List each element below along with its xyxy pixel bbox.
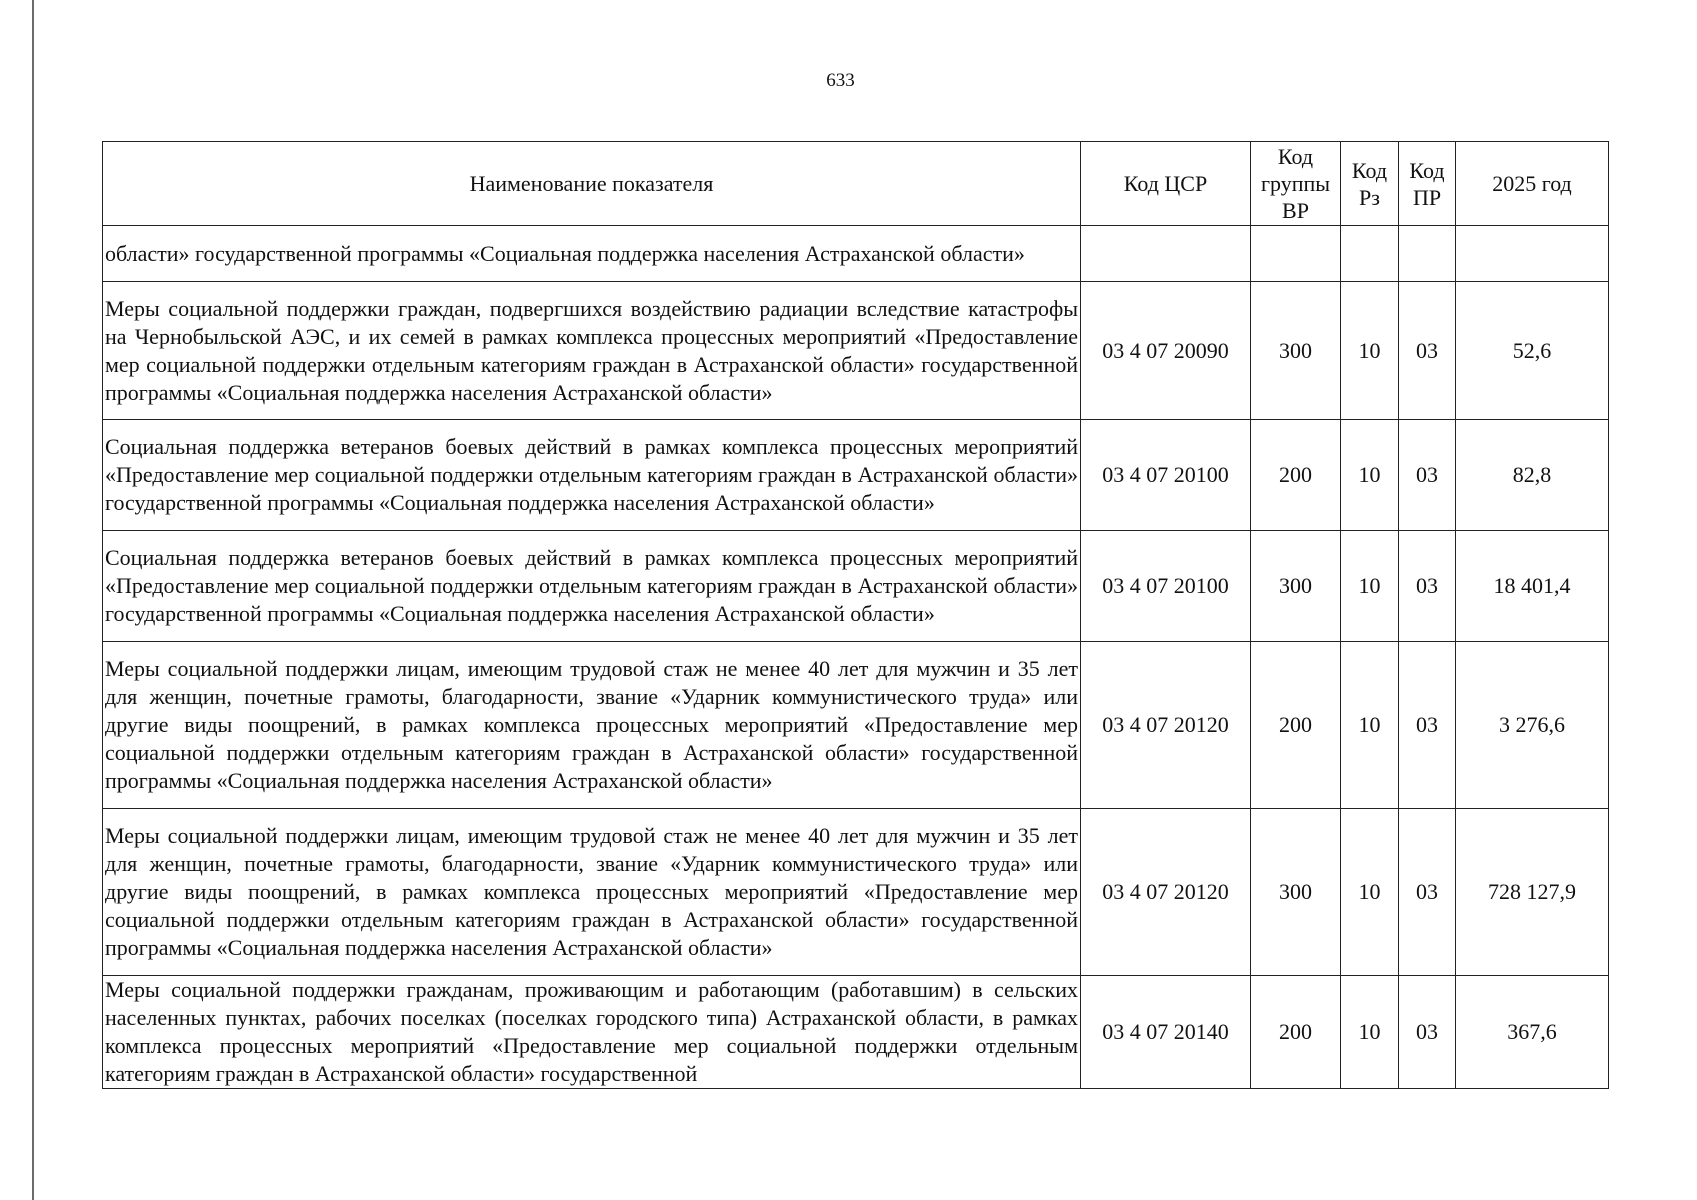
cell-rz: 10 bbox=[1341, 282, 1399, 420]
table-row bbox=[103, 809, 1609, 976]
cell-name: области» государственной программы «Социальная поддержка населения Астраханской области» bbox=[103, 226, 1081, 282]
table-row bbox=[103, 420, 1609, 531]
cell-name: Социальная поддержка ветеранов боевых действий в рамках комплекса процессных мероприятий «Предоставление мер социальной поддержки отдельным категориям граждан в Астраханской области» государственной программы «Социальная поддержка населения Астраханской области» bbox=[103, 531, 1081, 642]
cell-amount: 52,6 bbox=[1456, 282, 1609, 420]
cell-name: Меры социальной поддержки гражданам, проживающим и работающим (работавшим) в сельских населенных пунктах, рабочих поселках (поселках городского типа) Астраханской области, в рамках комплекса процессных мероприятий «Предоставление мер социальной поддержки отдельным категориям граждан в Астраханской области» государственной bbox=[103, 976, 1081, 1089]
cell-name: Меры социальной поддержки лицам, имеющим трудовой стаж не менее 40 лет для мужчин и 35 лет для женщин, почетные грамоты, благодарности, звание «Ударник коммунистического труда» или другие виды поощрений, в рамках комплекса процессных мероприятий «Предоставление мер социальной поддержки отдельным категориям граждан в Астраханской области» государственной программы «Социальная поддержка населения Астраханской области» bbox=[103, 642, 1081, 809]
cell-csr: 03 4 07 20140 bbox=[1081, 976, 1251, 1089]
table-row bbox=[103, 226, 1609, 282]
cell-amount: 82,8 bbox=[1456, 420, 1609, 531]
cell-pr: 03 bbox=[1399, 282, 1456, 420]
cell-vr: 200 bbox=[1251, 642, 1341, 809]
cell-pr: 03 bbox=[1399, 420, 1456, 531]
cell-csr: 03 4 07 20100 bbox=[1081, 531, 1251, 642]
cell-vr: 300 bbox=[1251, 282, 1341, 420]
cell-vr: 200 bbox=[1251, 420, 1341, 531]
cell-csr: 03 4 07 20100 bbox=[1081, 420, 1251, 531]
table-row bbox=[103, 642, 1609, 809]
cell-rz: 10 bbox=[1341, 531, 1399, 642]
header-rz: Код Рз bbox=[1341, 142, 1399, 226]
table-row bbox=[103, 976, 1609, 1089]
cell-vr: 300 bbox=[1251, 531, 1341, 642]
cell-rz: 10 bbox=[1341, 420, 1399, 531]
cell-vr: 200 bbox=[1251, 976, 1341, 1089]
cell-rz: 10 bbox=[1341, 976, 1399, 1089]
cell-rz: 10 bbox=[1341, 809, 1399, 976]
cell-pr bbox=[1399, 226, 1456, 282]
cell-csr: 03 4 07 20120 bbox=[1081, 642, 1251, 809]
table-header-row bbox=[103, 142, 1609, 226]
cell-csr: 03 4 07 20120 bbox=[1081, 809, 1251, 976]
cell-vr bbox=[1251, 226, 1341, 282]
table-row bbox=[103, 282, 1609, 420]
cell-name: Социальная поддержка ветеранов боевых действий в рамках комплекса процессных мероприятий «Предоставление мер социальной поддержки отдельным категориям граждан в Астраханской области» государственной программы «Социальная поддержка населения Астраханской области» bbox=[103, 420, 1081, 531]
cell-pr: 03 bbox=[1399, 976, 1456, 1089]
cell-pr: 03 bbox=[1399, 642, 1456, 809]
header-pr: Код ПР bbox=[1399, 142, 1456, 226]
cell-csr: 03 4 07 20090 bbox=[1081, 282, 1251, 420]
cell-pr: 03 bbox=[1399, 531, 1456, 642]
header-year: 2025 год bbox=[1456, 142, 1609, 226]
page-number: 633 bbox=[826, 70, 855, 91]
cell-amount: 3 276,6 bbox=[1456, 642, 1609, 809]
cell-amount bbox=[1456, 226, 1609, 282]
cell-rz bbox=[1341, 226, 1399, 282]
cell-vr: 300 bbox=[1251, 809, 1341, 976]
cell-amount: 367,6 bbox=[1456, 976, 1609, 1089]
cell-csr bbox=[1081, 226, 1251, 282]
cell-amount: 18 401,4 bbox=[1456, 531, 1609, 642]
cell-amount: 728 127,9 bbox=[1456, 809, 1609, 976]
header-vr: Код группы ВР bbox=[1251, 142, 1341, 226]
cell-name: Меры социальной поддержки лицам, имеющим трудовой стаж не менее 40 лет для мужчин и 35 лет для женщин, почетные грамоты, благодарности, звание «Ударник коммунистического труда» или другие виды поощрений, в рамках комплекса процессных мероприятий «Предоставление мер социальной поддержки отдельным категориям граждан в Астраханской области» государственной программы «Социальная поддержка населения Астраханской области» bbox=[103, 809, 1081, 976]
cell-name: Меры социальной поддержки граждан, подвергшихся воздействию радиации вследствие катастрофы на Чернобыльской АЭС, и их семей в рамках комплекса процессных мероприятий «Предоставление мер социальной поддержки отдельным категориям граждан в Астраханской области» государственной программы «Социальная поддержка населения Астраханской области» bbox=[103, 282, 1081, 420]
table-row bbox=[103, 531, 1609, 642]
binding-margin-line bbox=[32, 0, 34, 1200]
cell-pr: 03 bbox=[1399, 809, 1456, 976]
budget-table bbox=[102, 141, 1609, 1089]
header-csr: Код ЦСР bbox=[1081, 142, 1251, 226]
header-name: Наименование показателя bbox=[103, 142, 1081, 226]
cell-rz: 10 bbox=[1341, 642, 1399, 809]
